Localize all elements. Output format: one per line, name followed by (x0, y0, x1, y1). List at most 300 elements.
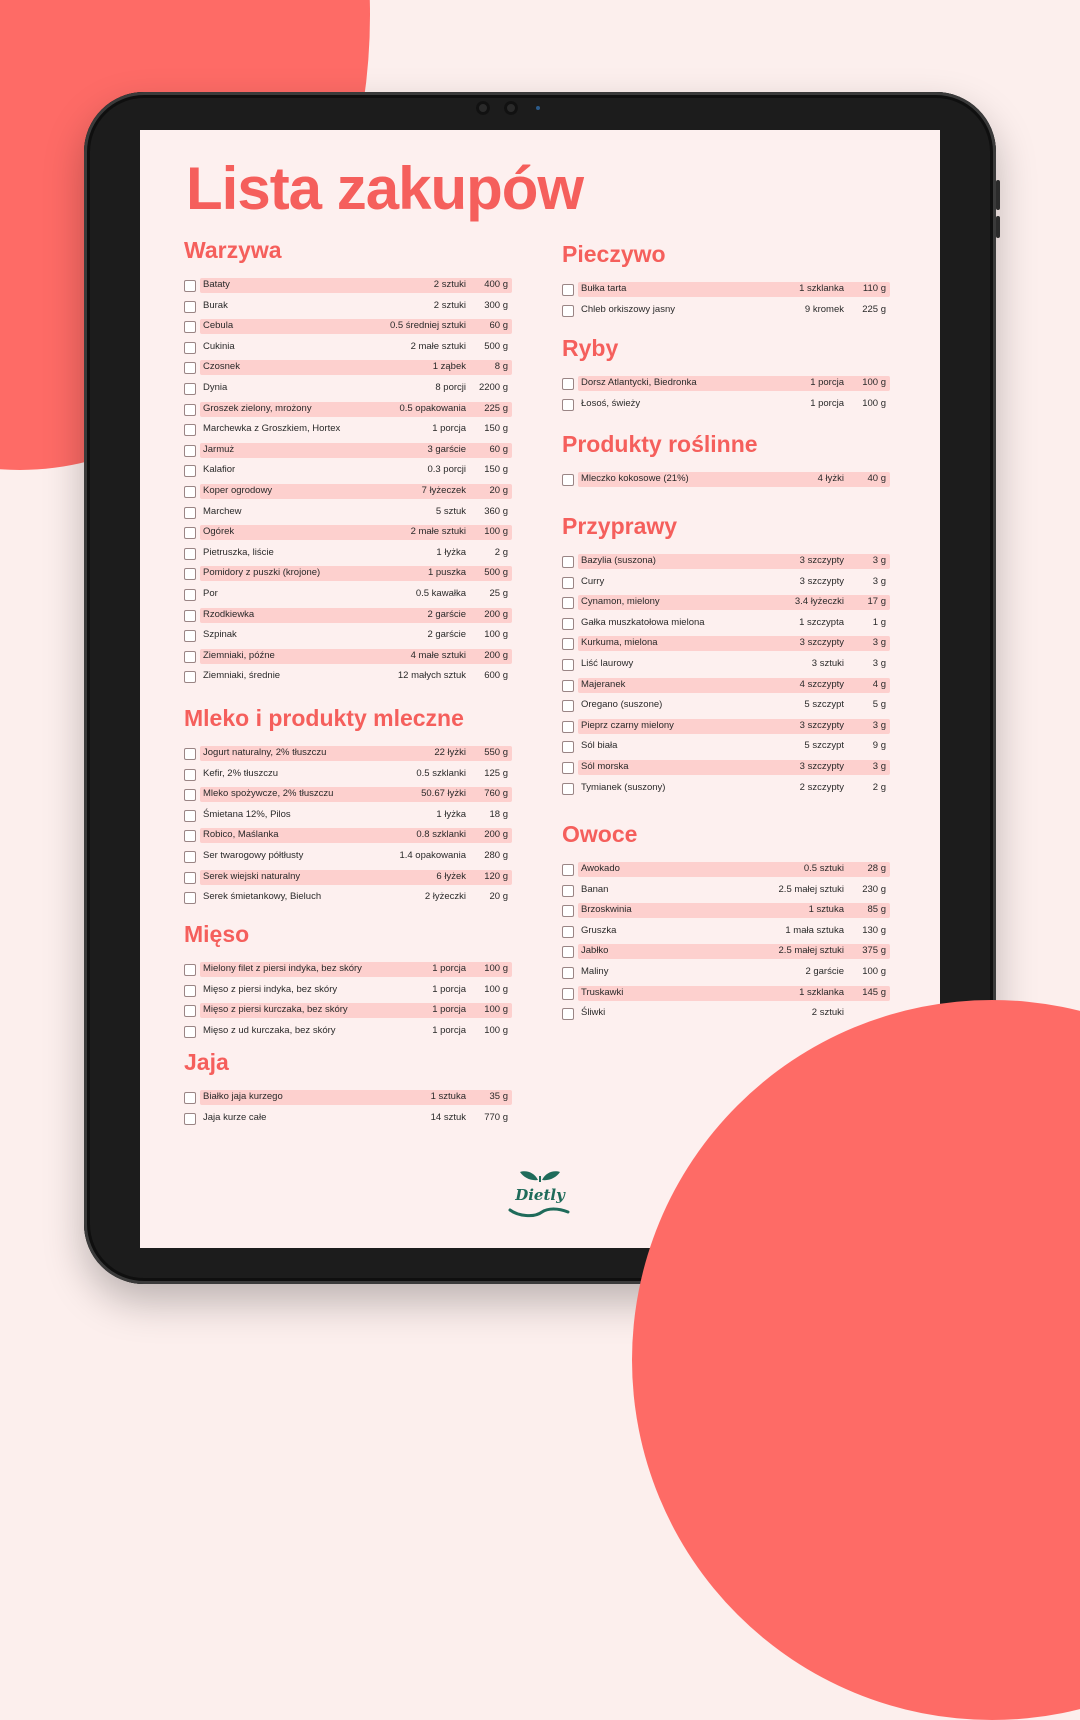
item-checkbox[interactable] (184, 892, 196, 904)
item-name: Curry (581, 575, 605, 587)
item-amount: 5 szczypt (804, 740, 844, 752)
item-amount: 2 garście (805, 965, 844, 977)
item-checkbox[interactable] (562, 597, 574, 609)
item-weight: 100 g (862, 397, 886, 409)
item-checkbox[interactable] (184, 280, 196, 292)
item-checkbox[interactable] (184, 1005, 196, 1017)
item-name: Mielony filet z piersi indyka, bez skóry (203, 963, 362, 974)
item-weight: 225 g (484, 402, 508, 414)
item-name: Gałka muszkatołowa mielona (581, 616, 705, 628)
item-name: Bataty (203, 279, 230, 290)
item-amount: 6 łyżek (436, 870, 466, 882)
item-amount: 1 szczypta (799, 616, 844, 628)
list-item[interactable] (562, 281, 890, 302)
item-weight: 8 g (494, 361, 508, 373)
item-amount: 1 łyżka (436, 808, 466, 820)
item-checkbox[interactable] (562, 1008, 574, 1020)
item-amount: 1 szklanka (799, 986, 844, 998)
item-weight: 500 g (484, 567, 508, 579)
item-amount: 12 małych sztuk (397, 670, 466, 682)
list-item[interactable] (184, 745, 512, 766)
list-item[interactable] (184, 401, 512, 422)
list-item[interactable] (562, 882, 890, 903)
item-weight: 3 g (872, 555, 886, 566)
item-checkbox[interactable] (184, 769, 196, 781)
item-weight: 17 g (867, 596, 886, 608)
item-weight: 9 g (872, 740, 886, 752)
item-name: Sól morska (581, 760, 629, 772)
list-item[interactable] (562, 923, 890, 944)
item-amount: 3 szczypty (799, 637, 844, 649)
list-item[interactable] (562, 471, 890, 492)
item-amount: 14 sztuk (430, 1111, 466, 1123)
list-item[interactable] (562, 780, 890, 801)
list-item[interactable] (184, 359, 512, 380)
list-item[interactable] (184, 339, 512, 360)
item-weight: 200 g (484, 829, 508, 841)
item-checkbox[interactable] (184, 445, 196, 457)
item-name: Bułka tarta (581, 283, 627, 294)
item-name: Cynamon, mielony (581, 596, 660, 608)
item-weight: 100 g (484, 629, 508, 641)
item-amount: 1 sztuka (808, 904, 844, 916)
section-right-0 (562, 238, 890, 322)
list-item[interactable] (562, 594, 890, 615)
list-item[interactable] (184, 648, 512, 669)
item-weight: 375 g (862, 945, 886, 957)
item-checkbox[interactable] (184, 321, 196, 333)
item-checkbox[interactable] (184, 630, 196, 642)
item-name: Tymianek (suszony) (581, 781, 666, 793)
camera-icon (504, 101, 518, 115)
item-name: Mięso z piersi kurczaka, bez skóry (203, 1004, 348, 1016)
list-item[interactable] (184, 827, 512, 848)
item-amount: 3 szczypty (799, 719, 844, 731)
section-title: Jaja (184, 1049, 229, 1075)
item-amount: 1 porcja (432, 963, 466, 974)
item-amount: 2.5 małej sztuki (778, 883, 844, 895)
section-left-3 (184, 1046, 512, 1130)
item-weight: 100 g (484, 983, 508, 995)
item-amount: 5 szczypt (804, 699, 844, 711)
list-item[interactable] (184, 869, 512, 890)
item-weight: 230 g (862, 883, 886, 895)
item-name: Śmietana 12%, Pilos (203, 808, 291, 820)
item-amount: 5 sztuk (435, 505, 466, 517)
item-amount: 2 sztuki (811, 1007, 844, 1019)
item-weight: 60 g (489, 320, 508, 332)
item-name: Robico, Maślanka (203, 829, 279, 841)
list-item[interactable] (184, 627, 512, 648)
item-amount: 3 sztuki (811, 657, 844, 669)
item-name: Jogurt naturalny, 2% tłuszczu (203, 747, 327, 758)
item-weight: 100 g (862, 965, 886, 977)
item-amount: 2 sztuki (433, 279, 466, 290)
item-weight: 100 g (484, 963, 508, 974)
item-checkbox[interactable] (562, 680, 574, 692)
item-checkbox[interactable] (562, 378, 574, 390)
item-weight: 3 g (872, 719, 886, 731)
list-item[interactable] (562, 375, 890, 396)
item-amount: 4 małe sztuki (410, 649, 466, 661)
list-item[interactable] (184, 1089, 512, 1110)
item-checkbox[interactable] (184, 301, 196, 313)
item-checkbox[interactable] (184, 872, 196, 884)
item-weight: 100 g (484, 1024, 508, 1036)
item-name: Pomidory z puszki (krojone) (203, 567, 321, 579)
list-item[interactable] (562, 861, 890, 882)
list-item[interactable] (184, 524, 512, 545)
item-checkbox[interactable] (184, 810, 196, 822)
item-amount: 0.3 porcji (427, 464, 466, 476)
list-item[interactable] (562, 396, 890, 417)
item-checkbox[interactable] (184, 671, 196, 683)
item-checkbox[interactable] (184, 1113, 196, 1125)
item-weight: 100 g (484, 526, 508, 538)
list-item[interactable] (562, 718, 890, 739)
item-checkbox[interactable] (184, 527, 196, 539)
item-weight: 110 g (862, 283, 886, 294)
item-name: Pieprz czarny mielony (581, 719, 674, 731)
item-checkbox[interactable] (562, 700, 574, 712)
item-name: Mięso z ud kurczaka, bez skóry (203, 1024, 336, 1036)
item-name: Bazylia (suszona) (581, 555, 656, 566)
item-checkbox[interactable] (562, 618, 574, 630)
item-amount: 2 garście (427, 629, 466, 641)
item-name: Kalafior (203, 464, 236, 476)
item-weight: 25 g (489, 587, 508, 599)
section-left-2 (184, 918, 512, 1043)
item-name: Maliny (581, 965, 609, 977)
item-name: Kurkuma, mielona (581, 637, 658, 649)
list-item[interactable] (562, 635, 890, 656)
list-item[interactable] (562, 677, 890, 698)
item-amount: 3 szczypty (799, 555, 844, 566)
item-amount: 1 puszka (427, 567, 466, 579)
list-item[interactable] (562, 574, 890, 595)
list-item[interactable] (184, 1023, 512, 1044)
item-weight: 125 g (484, 767, 508, 779)
item-weight: 150 g (484, 464, 508, 476)
item-amount: 8 porcji (435, 381, 466, 393)
item-checkbox[interactable] (184, 383, 196, 395)
item-checkbox[interactable] (184, 789, 196, 801)
item-amount: 1.4 opakowania (399, 849, 466, 861)
item-checkbox[interactable] (184, 342, 196, 354)
item-name: Liść laurowy (581, 657, 634, 669)
section-left-1 (184, 702, 512, 910)
list-item[interactable] (184, 298, 512, 319)
item-weight: 225 g (862, 303, 886, 315)
item-amount: 1 sztuka (430, 1091, 466, 1102)
item-checkbox[interactable] (184, 748, 196, 760)
item-checkbox[interactable] (184, 1092, 196, 1104)
list-item[interactable] (562, 302, 890, 323)
item-name: Oregano (suszone) (581, 699, 663, 711)
list-item[interactable] (562, 902, 890, 923)
list-item[interactable] (562, 656, 890, 677)
item-weight: 3 g (872, 760, 886, 772)
svg-text:Dietly: Dietly (515, 1186, 565, 1204)
item-amount: 2 małe sztuki (410, 526, 466, 538)
item-name: Ser twarogowy półtłusty (203, 849, 304, 861)
list-item[interactable] (184, 786, 512, 807)
item-amount: 0.5 szklanki (416, 767, 466, 779)
item-weight: 145 g (862, 986, 886, 998)
item-weight: 20 g (489, 484, 508, 496)
item-amount: 3.4 łyżeczki (794, 596, 844, 608)
item-amount: 4 łyżki (817, 473, 844, 484)
item-amount: 0.5 kawałka (415, 587, 466, 599)
list-item[interactable] (184, 442, 512, 463)
item-name: Pietruszka, liście (203, 546, 274, 558)
list-item[interactable] (562, 697, 890, 718)
list-item[interactable] (184, 277, 512, 298)
item-name: Dorsz Atlantycki, Biedronka (581, 377, 697, 388)
list-item[interactable] (562, 738, 890, 759)
list-item[interactable] (184, 586, 512, 607)
list-item[interactable] (562, 943, 890, 964)
item-name: Sól biała (581, 740, 618, 752)
item-amount: 0.5 opakowania (399, 402, 466, 414)
item-name: Chleb orkiszowy jasny (581, 303, 675, 315)
item-checkbox[interactable] (184, 548, 196, 560)
item-checkbox[interactable] (184, 651, 196, 663)
item-amount: 1 mała sztuka (785, 924, 844, 936)
list-item[interactable] (184, 607, 512, 628)
item-name: Ziemniaki, średnie (203, 670, 281, 682)
item-amount: 1 porcja (810, 377, 844, 388)
item-name: Marchew (203, 505, 242, 517)
item-amount: 7 łyżeczek (421, 484, 466, 496)
item-weight: 100 g (862, 377, 886, 388)
list-item[interactable] (184, 318, 512, 339)
item-weight: 130 g (862, 924, 886, 936)
item-amount: 1 porcja (432, 1004, 466, 1016)
item-name: Białko jaja kurzego (203, 1091, 283, 1102)
item-checkbox[interactable] (184, 507, 196, 519)
item-name: Jarmuż (203, 443, 235, 455)
item-checkbox[interactable] (184, 424, 196, 436)
item-amount: 22 łyżki (434, 747, 466, 758)
list-item[interactable] (562, 985, 890, 1006)
item-name: Brzoskwinia (581, 904, 632, 916)
list-item[interactable] (184, 848, 512, 869)
list-item[interactable] (184, 766, 512, 787)
item-checkbox[interactable] (562, 741, 574, 753)
item-name: Kefir, 2% tłuszczu (203, 767, 278, 779)
item-weight: 100 g (484, 1004, 508, 1016)
item-name: Majeranek (581, 678, 626, 690)
list-item[interactable] (184, 982, 512, 1003)
list-item[interactable] (562, 1005, 890, 1026)
list-item[interactable] (184, 483, 512, 504)
item-amount: 0.5 sztuki (803, 863, 844, 874)
item-name: Por (203, 587, 218, 599)
item-checkbox[interactable] (562, 988, 574, 1000)
item-weight: 85 g (867, 904, 886, 916)
item-weight: 150 g (484, 423, 508, 435)
item-name: Szpinak (203, 629, 237, 641)
item-checkbox[interactable] (562, 638, 574, 650)
page-title: Lista zakupów (186, 155, 584, 222)
item-checkbox[interactable] (562, 946, 574, 958)
item-checkbox[interactable] (184, 964, 196, 976)
item-name: Mleko spożywcze, 2% tłuszczu (203, 788, 334, 800)
item-checkbox[interactable] (562, 577, 574, 589)
item-checkbox[interactable] (562, 305, 574, 317)
item-amount: 1 porcja (810, 397, 844, 409)
list-item[interactable] (562, 759, 890, 780)
item-amount: 1 szklanka (799, 283, 844, 294)
item-weight: 300 g (484, 299, 508, 311)
item-checkbox[interactable] (184, 404, 196, 416)
list-item[interactable] (184, 1002, 512, 1023)
list-item[interactable] (184, 1110, 512, 1131)
section-right-2 (562, 428, 890, 492)
item-checkbox[interactable] (184, 362, 196, 374)
section-right-1 (562, 332, 890, 416)
item-checkbox[interactable] (184, 568, 196, 580)
item-checkbox[interactable] (562, 783, 574, 795)
item-checkbox[interactable] (562, 926, 574, 938)
section-title: Warzywa (184, 237, 282, 263)
power-button (996, 180, 1000, 210)
item-checkbox[interactable] (562, 864, 574, 876)
item-amount: 3 szczypty (799, 575, 844, 587)
section-title: Produkty roślinne (562, 431, 758, 457)
item-name: Łosoś, świeży (581, 397, 641, 409)
volume-button (996, 216, 1000, 238)
section-right-3 (562, 510, 890, 800)
item-name: Groszek zielony, mrożony (203, 402, 312, 414)
item-weight: 28 g (867, 863, 886, 874)
item-name: Mięso z piersi indyka, bez skóry (203, 983, 338, 995)
list-item[interactable] (184, 807, 512, 828)
item-name: Serek śmietankowy, Bieluch (203, 891, 322, 903)
item-checkbox[interactable] (562, 399, 574, 411)
item-checkbox[interactable] (562, 474, 574, 486)
list-item[interactable] (184, 380, 512, 401)
item-amount: 2.5 małej sztuki (778, 945, 844, 957)
item-name: Jaja kurze całe (203, 1111, 267, 1123)
item-amount: 3 szczypty (799, 760, 844, 772)
item-checkbox[interactable] (562, 885, 574, 897)
item-checkbox[interactable] (562, 905, 574, 917)
list-item[interactable] (184, 961, 512, 982)
item-checkbox[interactable] (184, 985, 196, 997)
item-weight: 2 g (872, 781, 886, 793)
item-name: Cukinia (203, 340, 235, 352)
section-title: Owoce (562, 821, 638, 847)
item-weight: 2200 g (478, 381, 508, 393)
list-item[interactable] (184, 565, 512, 586)
item-checkbox[interactable] (184, 610, 196, 622)
leaf-icon (504, 1166, 576, 1222)
item-checkbox[interactable] (562, 967, 574, 979)
list-item[interactable] (184, 545, 512, 566)
item-name: Marchewka z Groszkiem, Hortex (203, 423, 341, 435)
item-weight: 3 g (872, 657, 886, 669)
item-checkbox[interactable] (184, 851, 196, 863)
item-amount: 50.67 łyżki (421, 788, 466, 800)
list-item[interactable] (562, 553, 890, 574)
item-weight: 40 g (867, 473, 886, 484)
item-weight: 550 g (484, 747, 508, 758)
item-checkbox[interactable] (562, 284, 574, 296)
item-weight: 1 g (872, 616, 886, 628)
item-checkbox[interactable] (184, 486, 196, 498)
list-item[interactable] (562, 964, 890, 985)
item-amount: 4 szczypty (799, 678, 844, 690)
item-amount: 1 ząbek (432, 361, 466, 373)
item-name: Dynia (203, 381, 228, 393)
item-amount: 0.8 szklanki (416, 829, 466, 841)
item-name: Czosnek (203, 361, 240, 373)
item-weight: 35 g (489, 1091, 508, 1102)
list-item[interactable] (184, 462, 512, 483)
item-weight: 600 g (484, 670, 508, 682)
item-name: Serek wiejski naturalny (203, 870, 301, 882)
item-name: Gruszka (581, 924, 617, 936)
item-amount: 2 łyżeczki (424, 891, 466, 903)
item-checkbox[interactable] (184, 830, 196, 842)
list-item[interactable] (562, 615, 890, 636)
section-right-4 (562, 818, 890, 1026)
list-item[interactable] (184, 889, 512, 910)
item-amount: 1 łyżka (436, 546, 466, 558)
item-checkbox[interactable] (184, 1026, 196, 1038)
list-item[interactable] (184, 668, 512, 689)
item-checkbox[interactable] (562, 659, 574, 671)
item-name: Rzodkiewka (203, 608, 255, 620)
item-weight: 200 g (484, 649, 508, 661)
list-item[interactable] (184, 504, 512, 525)
item-weight: 770 g (484, 1111, 508, 1123)
section-title: Mięso (184, 921, 250, 947)
item-checkbox[interactable] (562, 556, 574, 568)
item-weight: 3 g (872, 637, 886, 649)
item-name: Ogórek (203, 526, 235, 538)
item-checkbox[interactable] (562, 762, 574, 774)
item-name: Mleczko kokosowe (21%) (581, 473, 689, 484)
item-name: Burak (203, 299, 228, 311)
item-weight: 500 g (484, 340, 508, 352)
item-name: Ziemniaki, późne (203, 649, 275, 661)
item-amount: 1 porcja (432, 423, 466, 435)
item-weight: 3 g (872, 575, 886, 587)
sensor-icon (536, 106, 540, 110)
item-checkbox[interactable] (184, 589, 196, 601)
item-name: Cebula (203, 320, 234, 332)
section-left-0 (184, 234, 512, 689)
item-checkbox[interactable] (562, 721, 574, 733)
item-weight: 120 g (484, 870, 508, 882)
item-weight: 5 g (872, 699, 886, 711)
item-name: Koper ogrodowy (203, 484, 273, 496)
item-amount: 0.5 średniej sztuki (389, 320, 466, 332)
item-name: Śliwki (581, 1007, 606, 1019)
item-weight: 18 g (489, 808, 508, 820)
item-weight: 200 g (484, 608, 508, 620)
item-name: Jabłko (581, 945, 609, 957)
item-checkbox[interactable] (184, 465, 196, 477)
item-weight: 20 g (489, 891, 508, 903)
item-amount: 2 szczypty (799, 781, 844, 793)
section-title: Pieczywo (562, 241, 666, 267)
list-item[interactable] (184, 421, 512, 442)
item-weight: 4 g (872, 678, 886, 690)
